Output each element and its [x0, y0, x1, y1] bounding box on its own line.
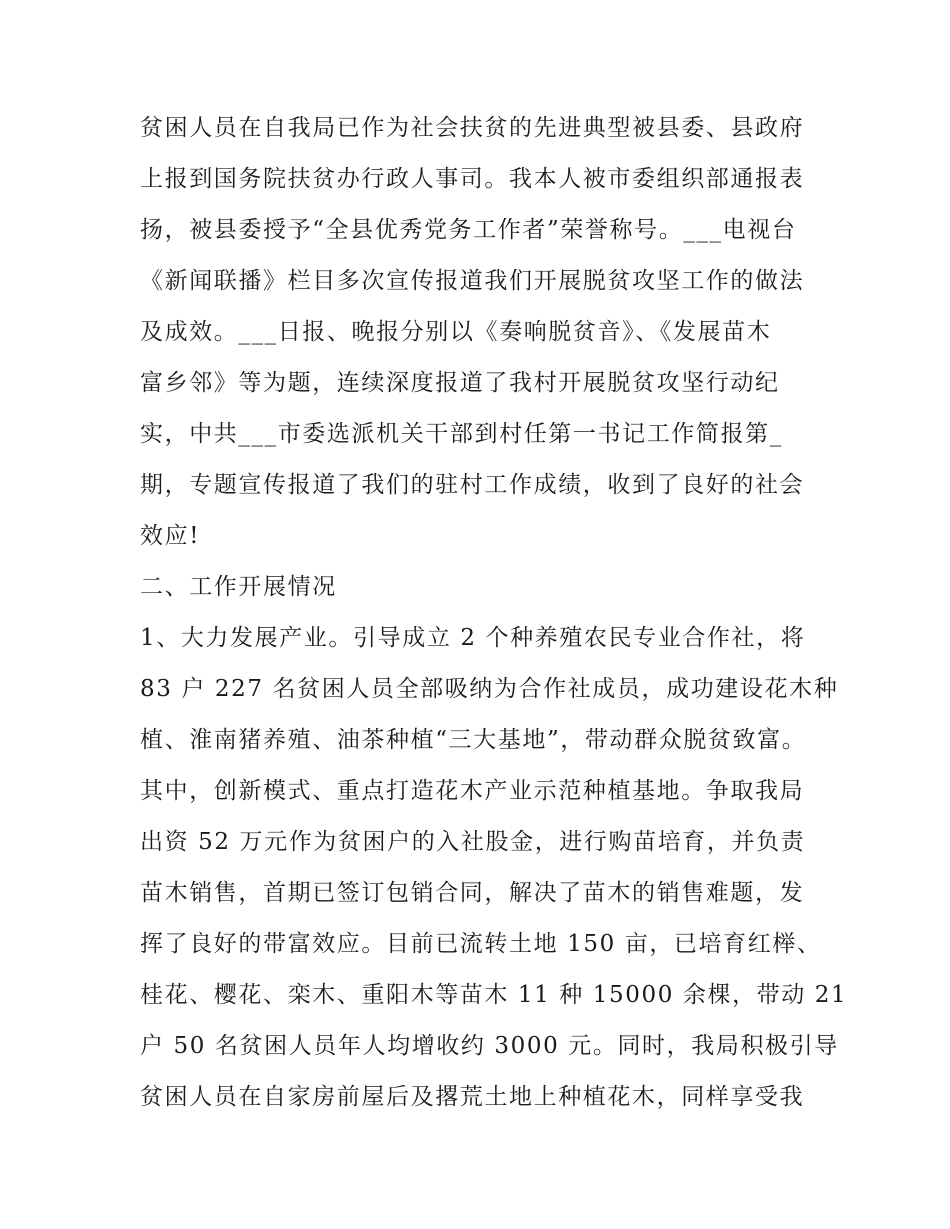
- text-line: 其中，创新模式、重点打造花木产业示范种植基地。争取我局: [140, 778, 805, 804]
- text-line: 及成效。___日报、晚报分别以《奏响脱贫音》、《发展苗木: [140, 319, 772, 345]
- text-line: 挥了良好的带富效应。目前已流转土地 150 亩，已培育红榉、: [140, 931, 822, 957]
- text-line: 苗木销售，首期已签订包销合同，解决了苗木的销售难题，发: [140, 880, 805, 906]
- text-line: 1、大力发展产业。引导成立 2 个种养殖农民专业合作社，将: [140, 625, 806, 651]
- text-line: 实，中共___市委选派机关干部到村任第一书记工作简报第_: [140, 421, 783, 447]
- text-line: 效应!: [140, 523, 201, 549]
- text-line: 83 户 227 名贫困人员全部吸纳为合作社成员，成功建设花木种: [140, 676, 839, 702]
- text-line: 出资 52 万元作为贫困户的入社股金，进行购苗培育，并负责: [140, 829, 806, 855]
- text-line: 扬，被县委授予“全县优秀党务工作者”荣誉称号。___电视台: [140, 217, 797, 243]
- text-line: 富乡邻》等为题，连续深度报道了我村开展脱贫攻坚行动纪: [140, 370, 780, 396]
- text-line: 《新闻联播》栏目多次宣传报道我们开展脱贫攻坚工作的做法: [140, 268, 805, 294]
- text-line: 户 50 名贫困人员年人均增收约 3000 元。同时，我局积极引导: [140, 1033, 839, 1059]
- text-line: 上报到国务院扶贫办行政人事司。我本人被市委组织部通报表: [140, 166, 805, 192]
- text-line: 贫困人员在自我局已作为社会扶贫的先进典型被县委、县政府: [140, 115, 805, 141]
- text-line: 期，专题宣传报道了我们的驻村工作成绩，收到了良好的社会: [140, 472, 805, 498]
- text-line: 贫困人员在自家房前屋后及撂荒土地上种植花木，同样享受我: [140, 1084, 805, 1110]
- text-line: 桂花、樱花、栾木、重阳木等苗木 11 种 15000 余棵，带动 21: [140, 982, 848, 1008]
- text-line: 植、淮南猪养殖、油茶种植“三大基地”，带动群众脱贫致富。: [140, 727, 807, 753]
- document-body: [140, 103, 848, 1123]
- section-heading: 二、工作开展情况: [140, 574, 337, 600]
